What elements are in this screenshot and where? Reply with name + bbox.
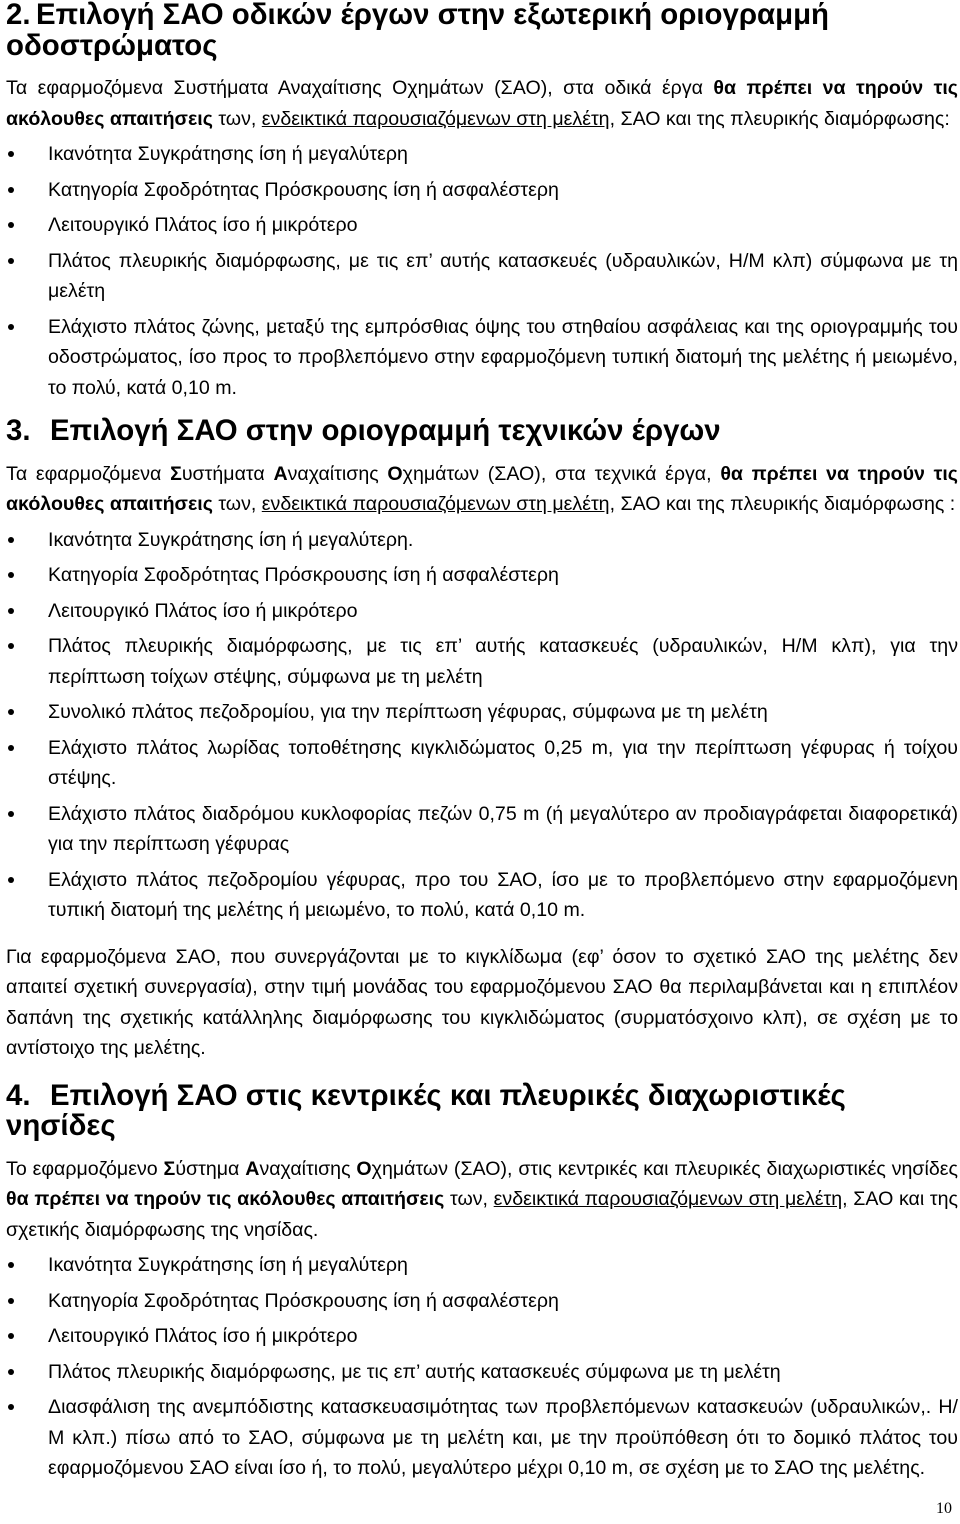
list-item: Ικανότητα Συγκράτησης ίση ή μεγαλύτερη: [6, 139, 958, 170]
list-item: Λειτουργικό Πλάτος ίσο ή μικρότερο: [6, 210, 958, 241]
section-4-intro-text-3: χημάτων (ΣΑΟ), στις κεντρικές και πλευρικές διαχωριστικές νησίδες: [371, 1157, 958, 1180]
section-3-title: Επιλογή ΣΑΟ στην οριογραμμή τεχνικών έργων: [50, 414, 721, 447]
list-item: Λειτουργικό Πλάτος ίσο ή μικρότερο: [6, 1321, 958, 1352]
section-2-intro-bold: θα πρέπει να τηρούν τις ακόλουθες απαιτήσεις: [6, 77, 958, 130]
document-page: [6, 0, 958, 1484]
section-3-intro-bold: θα πρέπει να τηρούν τις ακόλουθες απαιτήσεις: [6, 462, 958, 515]
section-4-intro-underline: ενδεικτικά παρουσιαζόμενων στη μελέτη,: [493, 1188, 848, 1210]
section-3-number: 3.: [6, 414, 31, 447]
section-3-intro-initial-3: Ο: [387, 462, 403, 485]
section-2-intro-text-2: των,: [212, 107, 262, 130]
list-item: Ικανότητα Συγκράτησης ίση ή μεγαλύτερη.: [6, 525, 958, 556]
section-3-bullet-list: [6, 525, 958, 926]
list-item: Λειτουργικό Πλάτος ίσο ή μικρότερο: [6, 596, 958, 627]
list-item: [6, 1392, 958, 1484]
section-2-title: Επιλογή ΣΑΟ οδικών έργων στην εξωτερική οριογραμμή οδοστρώματος: [6, 0, 830, 62]
section-4-number: 4.: [6, 1078, 31, 1112]
list-item: Πλάτος πλευρικής διαμόρφωσης, με τις επ’ αυτής κατασκευές (υδραυλικών, Η/Μ κλπ), για την περίπτωση τοίχων στέψης, σύμφωνα με τη μελέτη: [6, 631, 958, 692]
section-3-intro-text-0: Τα εφαρμοζόμενα: [6, 462, 171, 485]
list-item: Ελάχιστο πλάτος πεζοδρομίου γέφυρας, προ του ΣΑΟ, ίσο με το προβλεπόμενο στην εφαρμοζόμενη τυπική διατομή της μελέτης ή μειωμένο, το πολύ, κατά 0,10 m.: [6, 865, 958, 926]
section-2-intro-underline: ενδεικτικά παρουσιαζόμενων στη μελέτη,: [261, 107, 616, 130]
section-4-intro-text-4: των,: [444, 1188, 494, 1210]
list-item: Συνολικό πλάτος πεζοδρομίου, για την περίπτωση γέφυρας, σύμφωνα με τη μελέτη: [6, 697, 958, 728]
last-bullet-text-1: ιασφάλιση της ανεμπόδιστης κατασκευασιμότητας των προβλεπόμενων κατασκευών (υδραυλικών,. Η/Μ κλπ.) πίσω από το ΣΑΟ, σύμφωνα με τη μελέτη και, με την προϋπόθεση ότι το δομικό πλάτος του εφαρμοζόμενου ΣΑΟ είναι ίσο ή, το πολύ, μεγαλύτερο μέχρι 0,10 m, σε σχέση με το ΣΑΟ της μελέτης.: [48, 1396, 958, 1479]
page-number: 10: [936, 1500, 952, 1517]
section-4-intro-text-0: Το εφαρμοζόμενο: [6, 1157, 164, 1180]
section-2-bullet-list: [6, 139, 958, 403]
list-item: Κατηγορία Σφοδρότητας Πρόσκρουσης ίση ή ασφαλέστερη: [6, 175, 958, 206]
section-3-intro-text-5: ΣΑΟ και της πλευρικής διαμόρφωσης :: [615, 493, 956, 515]
section-3-heading: [6, 416, 958, 447]
section-3-intro: [6, 459, 958, 520]
section-3-intro-underline: ενδεικτικά παρουσιαζόμενων στη μελέτη,: [261, 493, 616, 515]
list-item: Ικανότητα Συγκράτησης ίση ή μεγαλύτερη: [6, 1250, 958, 1281]
section-2-intro-text-1: Τα εφαρμοζόμενα Συστήματα Αναχαίτισης Οχημάτων (ΣΑΟ), στα οδικά έργα: [6, 77, 714, 99]
section-4-intro-bold: θα πρέπει να τηρούν τις ακόλουθες απαιτήσεις: [6, 1188, 445, 1210]
list-item: Πλάτος πλευρικής διαμόρφωσης, με τις επ’ αυτής κατασκευές σύμφωνα με τη μελέτη: [6, 1357, 958, 1388]
section-4-intro: [6, 1154, 958, 1246]
section-4-intro-initial-3: Ο: [356, 1157, 372, 1180]
section-4-intro-text-1: ύστημα: [175, 1157, 246, 1180]
section-4-intro-text-5: ΣΑΟ και της σχετικής διαμόρφωσης της νησίδας.: [6, 1188, 958, 1241]
section-3-intro-initial-1: Σ: [170, 462, 182, 485]
section-3-intro-text-4: των,: [212, 493, 262, 515]
section-3-intro-text-3: χημάτων (ΣΑΟ), στα τεχνικά έργα,: [402, 462, 721, 485]
list-item: Πλάτος πλευρικής διαμόρφωσης, με τις επ’ αυτής κατασκευές (υδραυλικών, Η/Μ κλπ) σύμφωνα με τη μελέτη: [6, 246, 958, 307]
section-4-intro-initial-1: Σ: [163, 1157, 176, 1180]
list-item: Κατηγορία Σφοδρότητας Πρόσκρουσης ίση ή ασφαλέστερη: [6, 560, 958, 591]
section-2-number: 2.: [6, 0, 31, 31]
section-4-title: Επιλογή ΣΑΟ στις κεντρικές και πλευρικές διαχωριστικές νησίδες: [6, 1078, 846, 1142]
section-3-closing-paragraph: Για εφαρμοζόμενα ΣΑΟ, που συνεργάζονται με το κιγκλίδωμα (εφ’ όσον το σχετικό ΣΑΟ της μελέτης δεν απαιτεί σχετική συνεργασία), στην τιμή μονάδας του εφαρμοζόμενου ΣΑΟ θα περιλαμβάνεται και η επιπλέον δαπάνη της σχετικής κατάλληλης διαμόρφωσης του κιγκλιδώματος (συρματόσχοινο κλπ), σε σχέση με το αντίστοιχο της μελέτης.: [6, 945, 958, 1059]
section-4-bullet-list: [6, 1250, 958, 1484]
section-4-intro-text-2: ναχαίτισης: [259, 1157, 357, 1180]
list-item: Ελάχιστο πλάτος ζώνης, μεταξύ της εμπρόσθιας όψης του στηθαίου ασφάλειας και της οριογραμμής του οδοστρώματος, ίσο προς το προβλεπόμενο στην εφαρμοζόμενη τυπική διατομή της μελέτης ή μειωμένο, το πολύ, κατά 0,10 m.: [6, 312, 958, 404]
list-item: Ελάχιστο πλάτος διαδρόμου κυκλοφορίας πεζών 0,75 m (ή μεγαλύτερο αν προδιαγράφεται διαφορετικά) για την περίπτωση γέφυρας: [6, 799, 958, 860]
section-3-intro-initial-2: Α: [273, 462, 288, 485]
section-4-intro-initial-2: Α: [245, 1157, 260, 1180]
last-bullet-initial: Δ: [48, 1396, 62, 1418]
section-2-intro-text-3: ΣΑΟ και της πλευρικής διαμόρφωσης:: [615, 107, 950, 130]
section-2-heading: [6, 0, 958, 61]
list-item: Κατηγορία Σφοδρότητας Πρόσκρουσης ίση ή ασφαλέστερη: [6, 1286, 958, 1317]
section-2-intro: [6, 73, 958, 134]
section-4-heading: [6, 1078, 958, 1142]
section-3-intro-text-1: υστήματα: [181, 462, 274, 485]
section-3-intro-text-2: ναχαίτισης: [287, 462, 388, 485]
list-item: Ελάχιστο πλάτος λωρίδας τοποθέτησης κιγκλιδώματος 0,25 m, για την περίπτωση γέφυρας ή τοίχου στέψης.: [6, 733, 958, 794]
